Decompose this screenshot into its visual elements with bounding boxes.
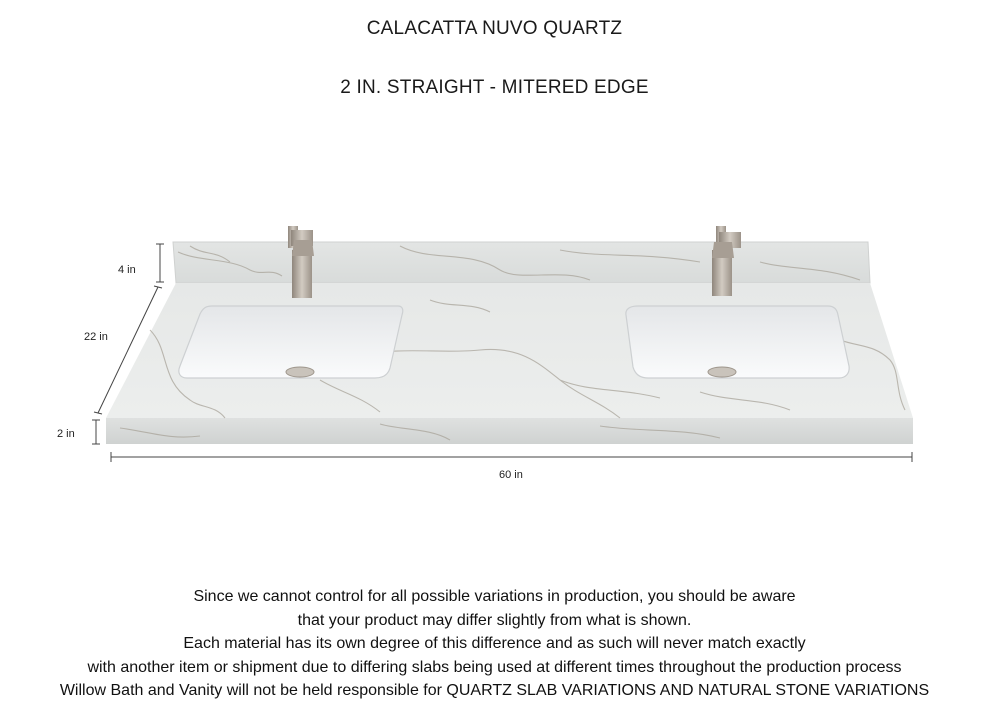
- edge-thickness-label: 2 in: [57, 428, 75, 440]
- disclaimer-line: that your product may differ slightly from what is shown.: [297, 611, 692, 629]
- depth-label: 22 in: [84, 331, 108, 343]
- countertop-edge: [106, 418, 913, 444]
- product-subtitle: 2 IN. STRAIGHT - MITERED EDGE: [340, 77, 649, 98]
- disclaimer-line: Each material has its own degree of this difference and as such will never match exactly: [183, 635, 806, 652]
- width-label: 60 in: [499, 469, 523, 481]
- product-title: CALACATTA NUVO QUARTZ: [366, 18, 623, 39]
- disclaimer-line: Since we cannot control for all possible variations in production, you should be aware: [193, 588, 796, 605]
- backsplash: [173, 242, 870, 283]
- disclaimer-line: with another item or shipment due to differing slabs being used at different times throughout the production process: [87, 658, 902, 676]
- disclaimer-line: Willow Bath and Vanity will not be held responsible for QUARTZ SLAB VARIATIONS AND NATURAL STONE VARIATIONS: [59, 682, 930, 699]
- left-sink: [179, 306, 403, 378]
- right-sink: [626, 306, 849, 378]
- backsplash-height-label: 4 in: [118, 264, 136, 276]
- disclaimer-text: [0, 585, 989, 703]
